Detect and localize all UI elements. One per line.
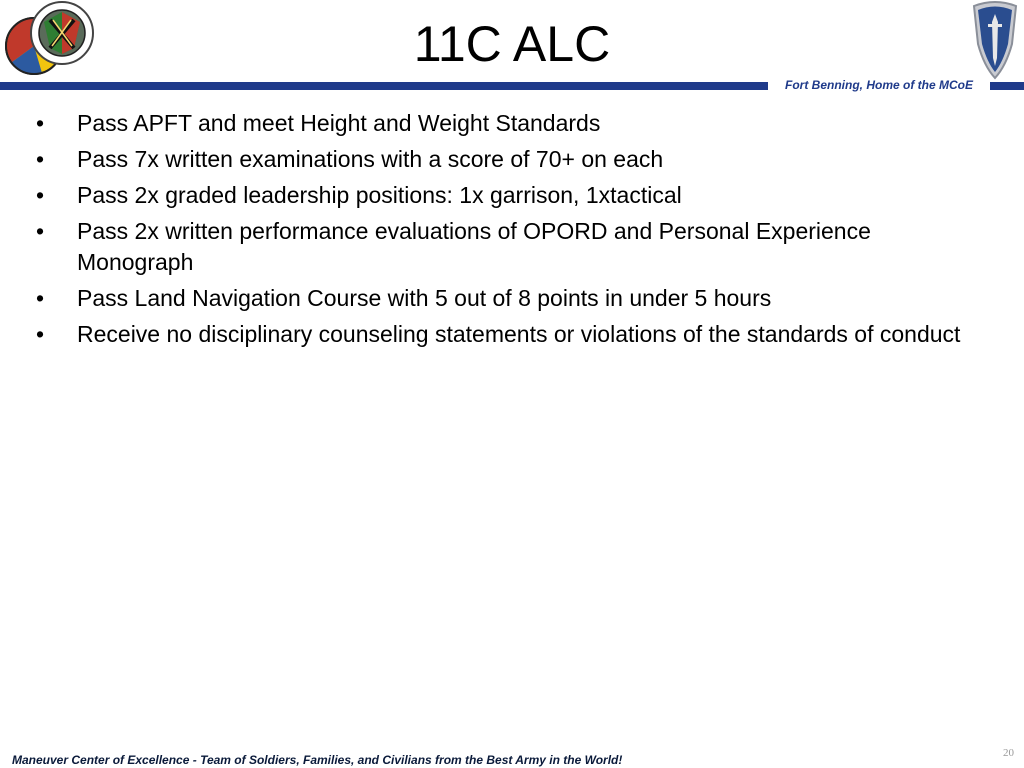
bullet-item [30, 108, 980, 139]
footer-text: Maneuver Center of Excellence - Team of Soldiers, Families, and Civilians from the Best Army in the World! [12, 753, 623, 767]
bullet-item [30, 319, 980, 350]
bullet-item [30, 216, 980, 278]
header-divider-left [0, 82, 768, 90]
bullet-text: Pass APFT and meet Height and Weight Standards [77, 110, 601, 136]
bullet-item [30, 283, 980, 314]
bullet-list [30, 108, 980, 355]
bullet-text: Pass 2x graded leadership positions: 1x garrison, 1xtactical [77, 182, 682, 208]
bullet-text: Pass 2x written performance evaluations of OPORD and Personal Experience Monograph [77, 218, 871, 275]
bullet-text: Receive no disciplinary counseling statements or violations of the standards of conduct [77, 321, 961, 347]
bullet-item [30, 144, 980, 175]
bullet-icon: • [36, 110, 45, 136]
follow-me-shield-icon [966, 0, 1024, 80]
bullet-text: Pass Land Navigation Course with 5 out of 8 points in under 5 hours [77, 285, 772, 311]
bullet-text: Pass 7x written examinations with a score of 70+ on each [77, 146, 664, 172]
bullet-icon: • [36, 285, 45, 311]
bullet-icon: • [36, 218, 45, 244]
header-divider-right [990, 82, 1024, 90]
bullet-icon: • [36, 182, 45, 208]
header-tagline: Fort Benning, Home of the MCoE [785, 78, 973, 92]
bullet-item [30, 180, 980, 211]
bullet-icon: • [36, 321, 45, 347]
page-number: 20 [1003, 747, 1014, 759]
slide-title: 11C ALC [413, 16, 611, 72]
bullet-icon: • [36, 146, 45, 172]
